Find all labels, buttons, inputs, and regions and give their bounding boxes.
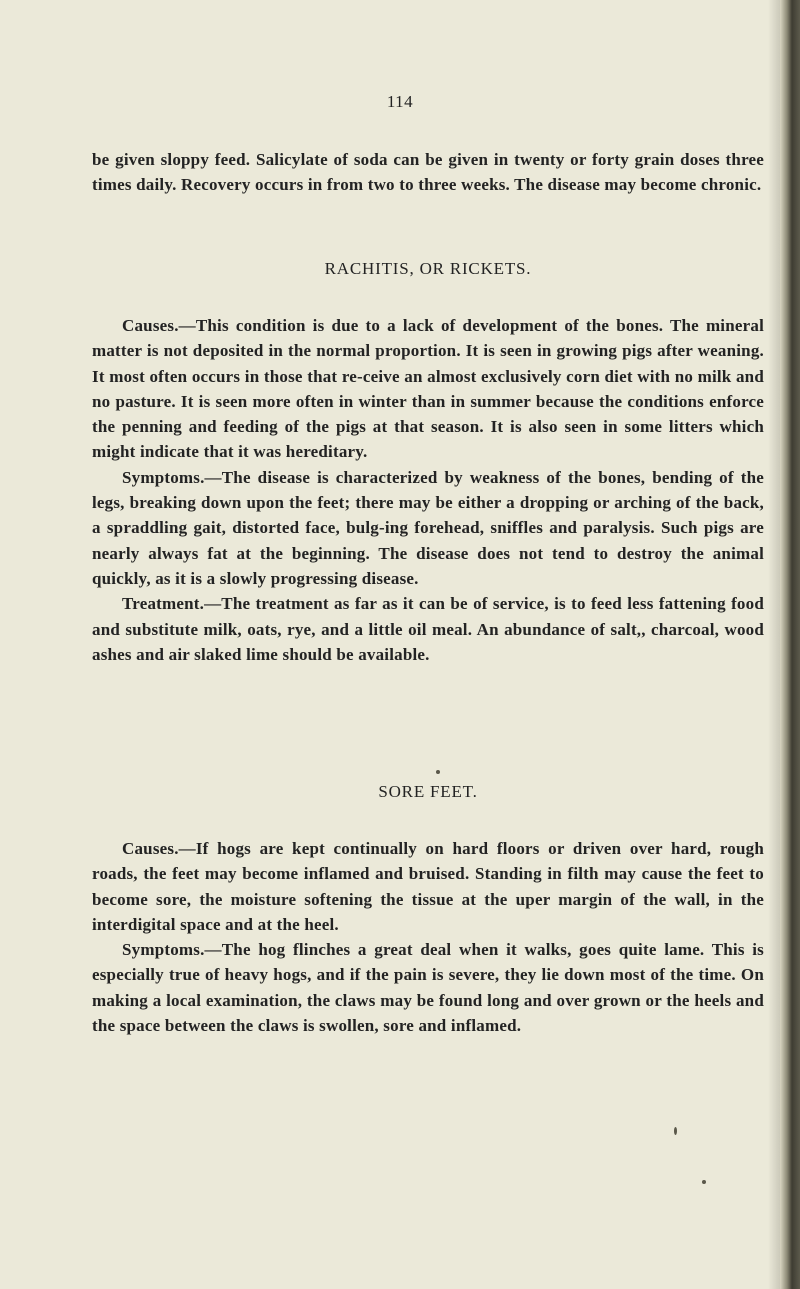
section-heading-rachitis: RACHITIS, OR RICKETS.: [324, 259, 532, 278]
binding-shadow: [768, 0, 780, 1289]
binding-edge: [780, 0, 800, 1289]
sore-feet-causes-paragraph: Causes.—If hogs are kept continually on hard floors or driven over hard, rough roads, the feet may become inflamed and bruised. Standing in filth may cause the feet to become sore, the moisture softening the tissue at the uper margin of the wall, in the interdigital space and at the heel.: [92, 839, 764, 934]
opening-paragraph: be given sloppy feed. Salicylate of soda can be given in twenty or forty grain doses three times daily. Recovery occurs in from two to three weeks. The disease may become chronic.: [92, 150, 764, 195]
opening-paragraph-block: [92, 147, 764, 198]
section-body-rachitis: [92, 313, 764, 667]
section-body-sore-feet: [92, 836, 764, 1038]
section-heading-sore-feet: SORE FEET.: [378, 782, 478, 801]
page-number: 114: [386, 92, 414, 111]
print-speck: [674, 1127, 677, 1135]
rachitis-causes-paragraph: Causes.—This condition is due to a lack of development of the bones. The mineral matter is not deposited in the normal proportion. It is seen in growing pigs after weaning. It most often occurs in those that re-ceive an almost exclusively corn diet with no milk and no pasture. It is seen more often in winter than in summer because the conditions enforce the penning and feeding of the pigs at that season. It is also seen in some litters which might indicate that it was hereditary.: [92, 316, 764, 462]
sore-feet-symptoms-paragraph: Symptoms.—The hog flinches a great deal when it walks, goes quite lame. This is especially true of heavy hogs, and if the pain is severe, they lie down most of the time. On making a local examination, the claws may be found long and over grown or the heels and the space between the claws is swollen, sore and inflamed.: [92, 940, 764, 1036]
print-speck: [436, 770, 440, 774]
print-speck: [702, 1180, 706, 1184]
rachitis-treatment-paragraph: Treatment.—The treatment as far as it can be of service, is to feed less fattening food and substitute milk, oats, rye, and a little oil meal. An abundance of salt,, charcoal, wood ashes and air slaked lime should be available.: [92, 594, 764, 664]
rachitis-symptoms-paragraph: Symptoms.—The disease is characterized by weakness of the bones, bending of the legs, breaking down upon the feet; there may be either a dropping or arching of the back, a spraddling gait, distorted face, bulg-ing forehead, sniffles and paralysis. Such pigs are nearly always fat at the beginning. The disease does not tend to destroy the animal quickly, as it is a slowly progressing disease.: [92, 467, 764, 588]
